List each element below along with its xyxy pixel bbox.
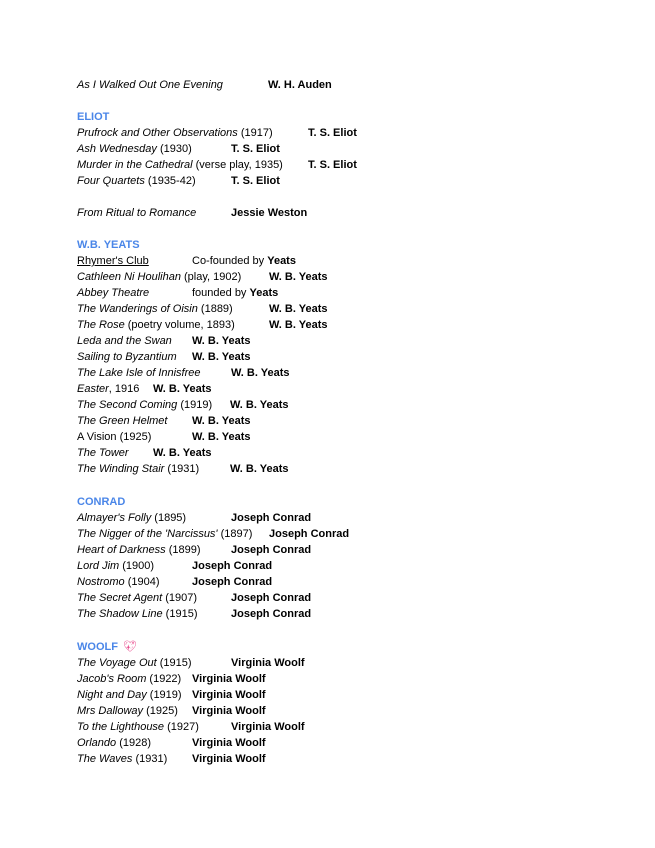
work-note: founded by Yeats — [192, 287, 279, 299]
list-item — [77, 254, 296, 268]
list-item — [77, 720, 305, 734]
work-note: (1935-42) — [144, 175, 196, 187]
work-title: The Winding Stair — [77, 463, 165, 475]
work-title: The Second Coming — [77, 399, 178, 411]
work-author: Virginia Woolf — [192, 753, 266, 765]
list-item — [77, 752, 266, 766]
list-item — [77, 430, 251, 444]
work-author: W. H. Auden — [268, 79, 332, 91]
list-item — [77, 527, 350, 541]
work-note: (1927) — [164, 721, 199, 733]
list-item — [77, 607, 312, 621]
work-title: The Lake Isle of Innisfree — [77, 367, 201, 379]
list-item — [77, 591, 312, 605]
entry-weston — [77, 206, 308, 220]
work-note: Co-founded by Yeats — [192, 255, 296, 267]
work-author: Joseph Conrad — [231, 592, 312, 604]
list-item — [77, 350, 251, 364]
work-author: Virginia Woolf — [231, 657, 305, 669]
work-author: Virginia Woolf — [192, 673, 266, 685]
work-author: Virginia Woolf — [192, 737, 266, 749]
work-note: (verse play, 1935) — [192, 159, 283, 171]
work-author: Yeats — [249, 287, 279, 299]
work-author: Joseph Conrad — [269, 528, 350, 540]
section-heading-label: WOOLF — [77, 641, 118, 653]
work-author: T. S. Eliot — [231, 175, 280, 187]
work-author: Jessie Weston — [231, 207, 308, 219]
list-item — [77, 511, 312, 525]
work-title: Sailing to Byzantium — [77, 351, 177, 363]
list-item — [77, 559, 273, 573]
work-author: Joseph Conrad — [231, 608, 312, 620]
section-heading-woolf — [77, 640, 137, 654]
heart-icon: 💖︎ — [122, 641, 137, 653]
work-title: The Rose — [77, 319, 125, 331]
list-item — [77, 302, 328, 316]
list-item — [77, 656, 305, 670]
work-author: W. B. Yeats — [192, 415, 251, 427]
work-title: Almayer's Folly — [77, 512, 152, 524]
list-item — [77, 382, 212, 396]
work-title: The Nigger of the 'Narcissus' — [77, 528, 218, 540]
work-note: (1915) — [156, 657, 192, 669]
work-note: (poetry volume, 1893) — [124, 319, 235, 331]
work-note: (1922) — [146, 673, 182, 685]
work-note: (1919) — [177, 399, 213, 411]
work-note: (1889) — [197, 303, 233, 315]
work-title: Murder in the Cathedral — [77, 159, 193, 171]
work-author: W. B. Yeats — [192, 351, 251, 363]
work-title: Mrs Dalloway — [77, 705, 144, 717]
work-title: The Secret Agent — [77, 592, 163, 604]
work-note: (1928) — [116, 737, 151, 749]
list-item — [77, 672, 266, 686]
work-title: Abbey Theatre — [77, 287, 150, 299]
work-note: (1931) — [132, 753, 168, 765]
work-author: Yeats — [267, 255, 296, 267]
work-author: Virginia Woolf — [231, 721, 305, 733]
work-note: (1931) — [164, 463, 200, 475]
work-title: Night and Day — [77, 689, 147, 701]
work-author: Joseph Conrad — [231, 512, 312, 524]
work-title: Leda and the Swan — [77, 335, 172, 347]
work-title: Jacob's Room — [77, 673, 147, 685]
work-note: (1919) — [146, 689, 182, 701]
work-title: To the Lighthouse — [77, 721, 165, 733]
list-item — [77, 286, 279, 300]
work-author: W. B. Yeats — [192, 335, 251, 347]
work-title: Ash Wednesday — [77, 143, 157, 155]
list-item — [77, 543, 312, 557]
work-title: Nostromo — [77, 576, 125, 588]
work-title: Cathleen Ni Houlihan — [77, 271, 181, 283]
work-title: The Voyage Out — [77, 657, 157, 669]
work-title: The Shadow Line — [77, 608, 163, 620]
work-title: As I Walked Out One Evening — [77, 79, 223, 91]
list-item — [77, 398, 289, 412]
list-item — [77, 318, 328, 332]
work-author: W. B. Yeats — [192, 431, 251, 443]
work-author: W. B. Yeats — [153, 383, 212, 395]
list-item — [77, 414, 251, 428]
work-note: A Vision (1925) — [77, 431, 152, 443]
work-note: (1895) — [151, 512, 187, 524]
work-note: (1907) — [162, 592, 198, 604]
work-note: (1904) — [124, 576, 160, 588]
list-item — [77, 704, 266, 718]
entry-auden — [77, 78, 332, 92]
list-item — [77, 688, 266, 702]
work-author: W. B. Yeats — [269, 303, 328, 315]
work-title: Four Quartets — [77, 175, 145, 187]
work-title: From Ritual to Romance — [77, 207, 197, 219]
work-author: Joseph Conrad — [231, 544, 312, 556]
work-title: Heart of Darkness — [77, 544, 166, 556]
list-item — [77, 270, 328, 284]
list-item — [77, 736, 266, 750]
work-author: W. B. Yeats — [269, 319, 328, 331]
list-item — [77, 142, 280, 156]
work-title: The Tower — [77, 447, 129, 459]
section-heading-eliot: ELIOT — [77, 111, 110, 123]
work-note: (1915) — [162, 608, 198, 620]
work-title: The Waves — [77, 753, 133, 765]
list-item — [77, 462, 289, 476]
section-heading-conrad: CONRAD — [77, 496, 126, 508]
work-author: Virginia Woolf — [192, 689, 266, 701]
work-author: T. S. Eliot — [308, 127, 357, 139]
work-title: The Green Helmet — [77, 415, 168, 427]
work-title: Prufrock and Other Observations — [77, 127, 238, 139]
work-title: Lord Jim — [77, 560, 120, 572]
work-note: (1930) — [156, 143, 192, 155]
work-author: Virginia Woolf — [192, 705, 266, 717]
work-author: T. S. Eliot — [231, 143, 280, 155]
work-author: W. B. Yeats — [153, 447, 212, 459]
work-author: Joseph Conrad — [192, 576, 273, 588]
list-item — [77, 334, 251, 348]
work-author: W. B. Yeats — [230, 399, 289, 411]
work-author: W. B. Yeats — [230, 463, 289, 475]
work-title: Easter — [77, 383, 109, 395]
work-note: (play, 1902) — [180, 271, 242, 283]
list-item — [77, 174, 280, 188]
work-note: (1897) — [217, 528, 253, 540]
work-title: Orlando — [77, 737, 117, 749]
work-note: (1900) — [119, 560, 155, 572]
list-item — [77, 158, 357, 172]
work-author: W. B. Yeats — [269, 271, 328, 283]
work-note: (1899) — [165, 544, 201, 556]
list-item — [77, 126, 357, 140]
work-title: The Wanderings of Oisin — [77, 303, 198, 315]
work-author: Joseph Conrad — [192, 560, 273, 572]
list-item — [77, 446, 212, 460]
work-note: (1925) — [143, 705, 178, 717]
work-author: T. S. Eliot — [308, 159, 357, 171]
list-item — [77, 366, 290, 380]
work-note: (1917) — [237, 127, 273, 139]
work-title: Rhymer's Club — [77, 255, 149, 267]
section-heading-yeats: W.B. YEATS — [77, 239, 140, 251]
list-item — [77, 575, 273, 589]
work-author: W. B. Yeats — [231, 367, 290, 379]
work-note: , 1916 — [108, 383, 140, 395]
